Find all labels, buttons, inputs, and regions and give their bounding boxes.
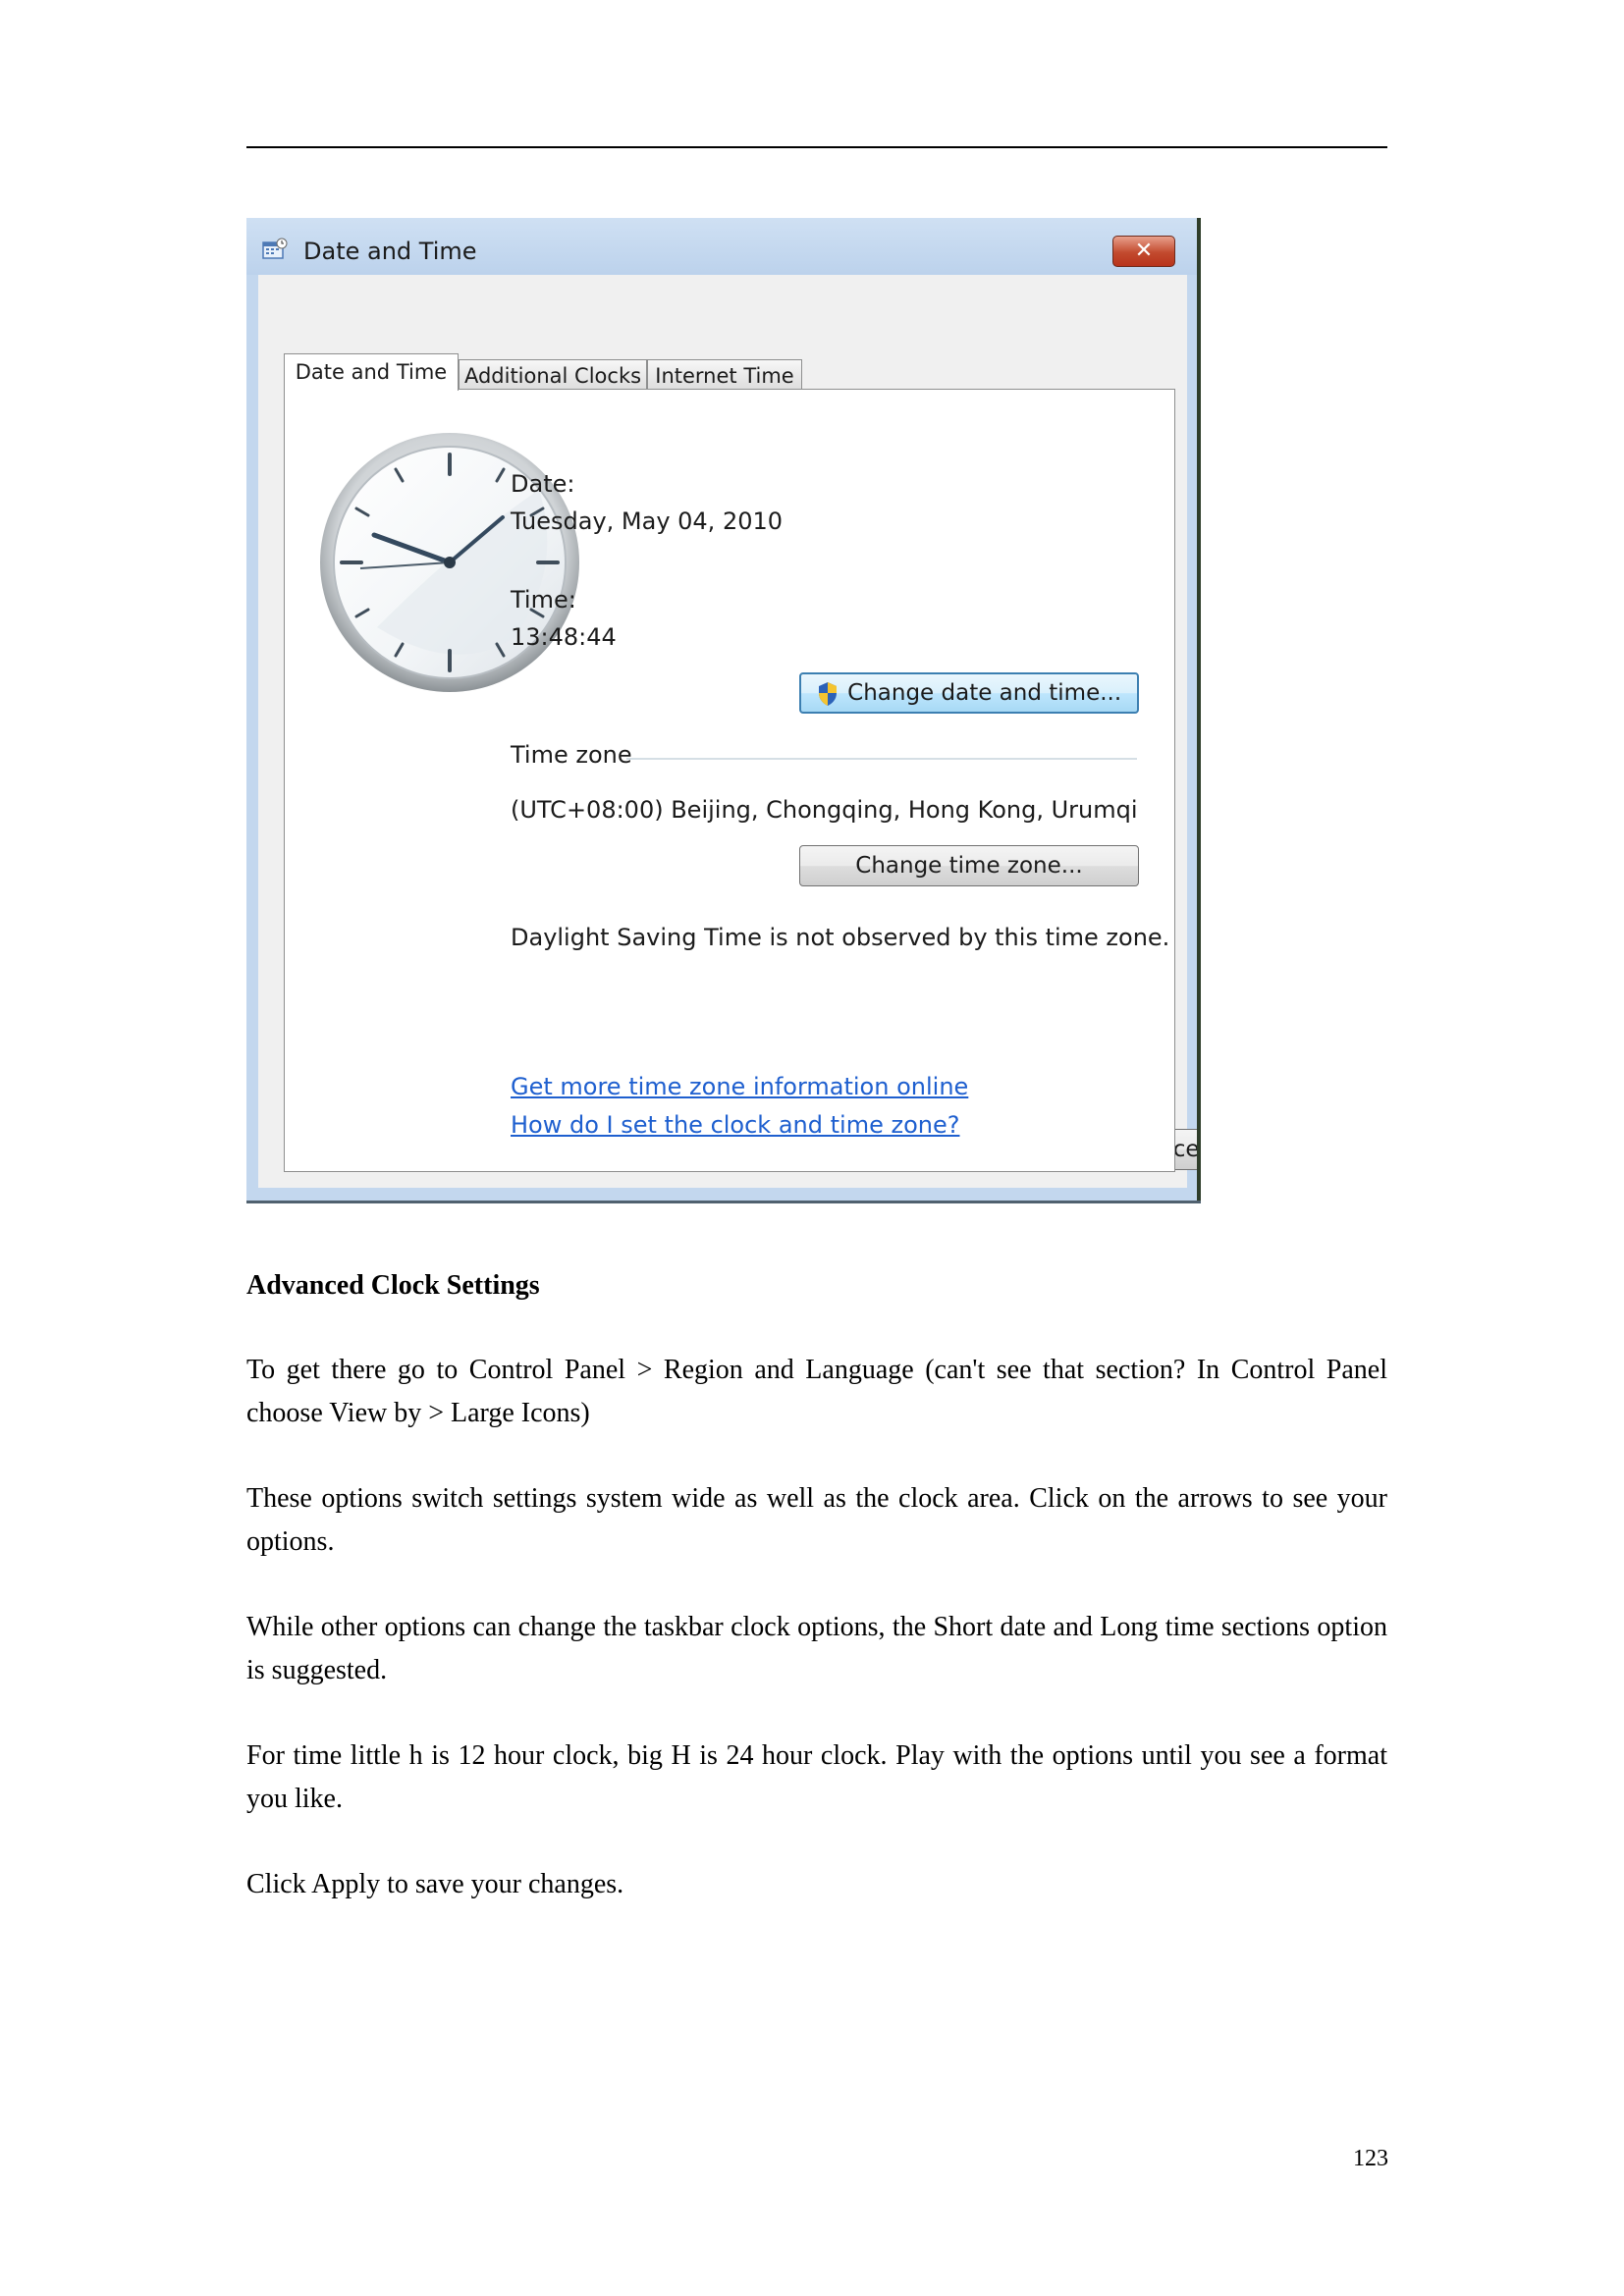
tab-panel-date-and-time bbox=[284, 389, 1175, 1172]
header-rule bbox=[246, 146, 1387, 148]
section-heading: Advanced Clock Settings bbox=[246, 1270, 540, 1301]
close-button[interactable] bbox=[1112, 236, 1175, 267]
uac-shield-icon bbox=[817, 681, 839, 707]
paragraph: Click Apply to save your changes. bbox=[246, 1869, 624, 1899]
time-value: 13:48:44 bbox=[511, 623, 617, 651]
tab-internet-time[interactable]: Internet Time bbox=[647, 359, 802, 391]
dialog-body bbox=[258, 275, 1187, 1188]
close-x-icon: ✕ bbox=[1134, 239, 1154, 263]
screenshot-edge-bottom bbox=[246, 1201, 1201, 1203]
paragraph: These options switch settings system wide as well as the clock area. Click on the arrows to see your options. bbox=[246, 1483, 1387, 1557]
paragraph: To get there go to Control Panel > Region and Language (can't see that section? In Control Panel choose View by > Large Icons) bbox=[246, 1355, 1387, 1428]
dialog-titlebar bbox=[246, 218, 1201, 275]
tab-additional-clocks[interactable]: Additional Clocks bbox=[459, 359, 647, 391]
date-time-dialog-screenshot bbox=[246, 218, 1201, 1203]
time-zone-heading: Time zone bbox=[511, 741, 632, 769]
dst-note: Daylight Saving Time is not observed by this time zone. bbox=[511, 924, 1170, 951]
dialog-title: Date and Time bbox=[303, 238, 477, 265]
paragraph: While other options can change the taskbar clock options, the Short date and Long time sections option is suggested. bbox=[246, 1612, 1387, 1685]
paragraph: For time little h is 12 hour clock, big H is 24 hour clock. Play with the options until you see a format you like. bbox=[246, 1740, 1387, 1814]
time-zone-separator bbox=[626, 758, 1137, 760]
time-zone-info-link[interactable]: Get more time zone information online bbox=[511, 1073, 969, 1100]
tab-date-and-time[interactable]: Date and Time bbox=[284, 353, 459, 391]
change-date-time-button[interactable] bbox=[799, 672, 1139, 714]
calendar-clock-icon bbox=[262, 238, 288, 259]
help-clock-link[interactable]: How do I set the clock and time zone? bbox=[511, 1111, 960, 1139]
date-value: Tuesday, May 04, 2010 bbox=[511, 507, 784, 535]
page-number: 123 bbox=[1353, 2146, 1388, 2171]
change-date-time-label: Change date and time... bbox=[847, 680, 1122, 706]
date-label: Date: bbox=[511, 470, 575, 498]
screenshot-edge-right bbox=[1197, 218, 1201, 1203]
time-zone-value: (UTC+08:00) Beijing, Chongqing, Hong Kong, Urumqi bbox=[511, 796, 1138, 824]
time-label: Time: bbox=[511, 586, 576, 614]
change-time-zone-button[interactable]: Change time zone... bbox=[799, 845, 1139, 886]
